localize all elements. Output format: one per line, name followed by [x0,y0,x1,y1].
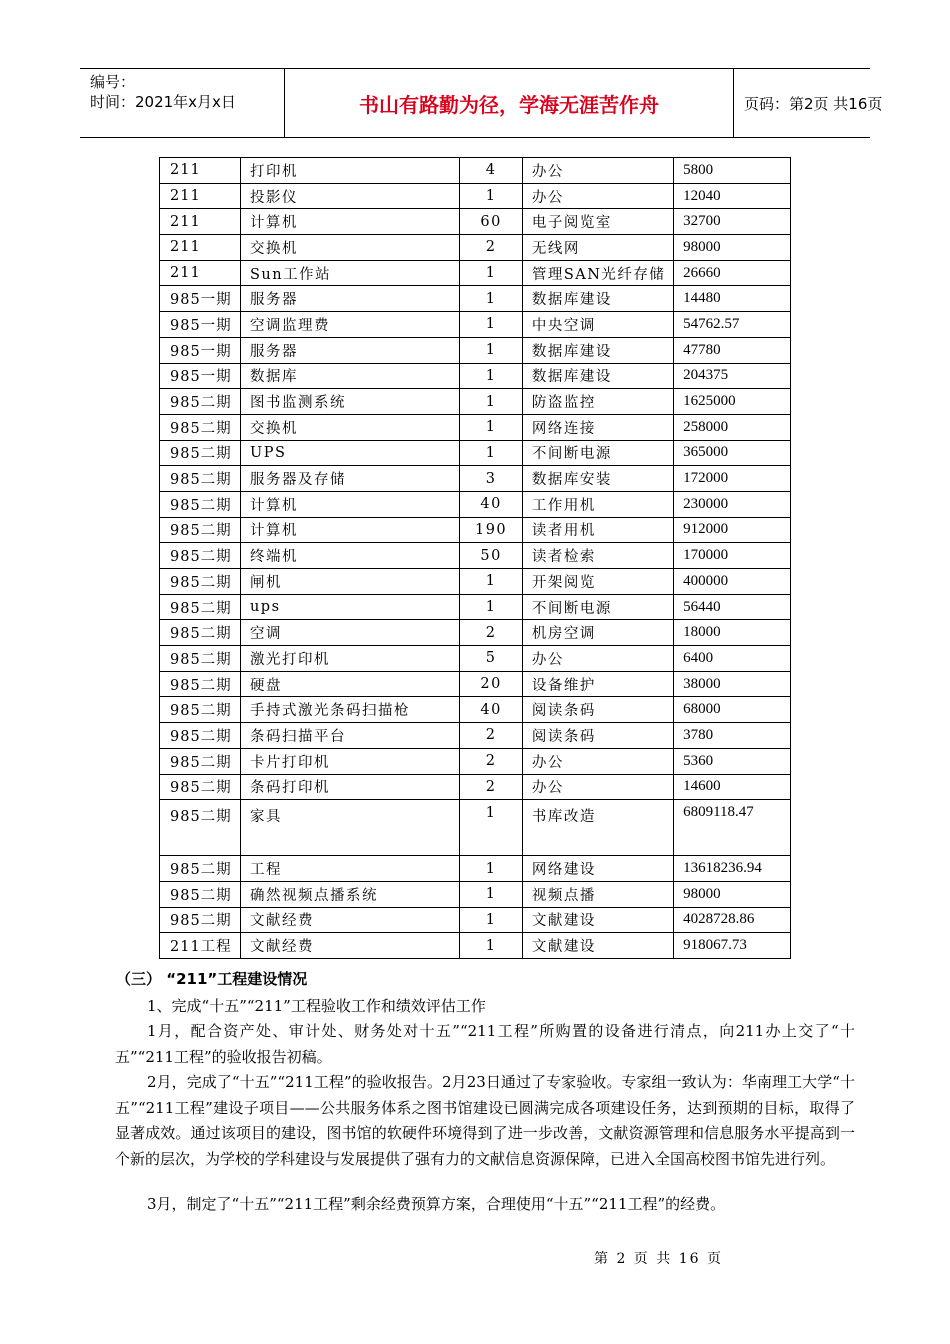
table-row [160,466,791,492]
amount-cell: 98000 [674,235,791,261]
table-row [160,907,791,933]
item-cell: UPS [240,440,459,466]
quantity-cell: 1 [460,933,523,959]
quantity-cell: 1 [460,389,523,415]
quantity-cell: 3 [460,466,523,492]
quantity-cell: 4 [460,158,523,184]
amount-cell: 230000 [674,491,791,517]
quantity-cell: 1 [460,414,523,440]
table-row [160,517,791,543]
header-meta [80,69,284,137]
purpose-cell: 机房空调 [522,620,673,646]
purpose-cell: 文献建设 [522,907,673,933]
item-cell: 家具 [240,800,459,856]
purpose-cell: 文献建设 [522,933,673,959]
quantity-cell: 40 [460,491,523,517]
amount-cell: 68000 [674,697,791,723]
paragraph-4: 3月，制定了“十五”“211工程”剩余经费预算方案，合理使用“十五”“211工程”的经费。 [147,1195,726,1213]
table-row [160,260,791,286]
quantity-cell: 1 [460,594,523,620]
purpose-cell: 办公 [522,183,673,209]
section-title: （三） “211”工程建设情况 [116,970,308,988]
amount-cell: 4028728.86 [674,907,791,933]
project-cell: 985一期 [160,312,241,338]
quantity-cell: 1 [460,337,523,363]
table-row [160,697,791,723]
quantity-cell: 5 [460,646,523,672]
project-cell: 985二期 [160,466,241,492]
amount-cell: 172000 [674,466,791,492]
table-row [160,881,791,907]
purpose-cell: 办公 [522,646,673,672]
project-cell: 985二期 [160,907,241,933]
amount-cell: 13618236.94 [674,856,791,882]
equipment-table [159,157,791,959]
project-cell: 985一期 [160,337,241,363]
item-cell: 计算机 [240,209,459,235]
header-number-label: 编号： [90,73,136,91]
project-cell: 985二期 [160,543,241,569]
project-cell: 985一期 [160,286,241,312]
amount-cell: 170000 [674,543,791,569]
project-cell: 985一期 [160,363,241,389]
quantity-cell: 2 [460,723,523,749]
table-row [160,543,791,569]
paragraph-2: 1月，配合资产处、审计处、财务处对十五”“211工程”所购置的设备进行清点，向211办上交了“十五”“211工程”的验收报告初稿。 [115,1022,855,1066]
amount-cell: 6400 [674,646,791,672]
table-row [160,723,791,749]
project-cell: 985二期 [160,646,241,672]
project-cell: 211 [160,260,241,286]
project-cell: 985二期 [160,389,241,415]
purpose-cell: 无线网 [522,235,673,261]
amount-cell: 14600 [674,774,791,800]
item-cell: 卡片打印机 [240,748,459,774]
quantity-cell: 60 [460,209,523,235]
purpose-cell: 网络连接 [522,414,673,440]
project-cell: 211工程 [160,933,241,959]
quantity-cell: 1 [460,440,523,466]
item-cell: 计算机 [240,517,459,543]
item-cell: 服务器 [240,286,459,312]
amount-cell: 12040 [674,183,791,209]
purpose-cell: 数据库建设 [522,337,673,363]
paragraph-3: 2月，完成了“十五”“211工程”的验收报告。2月23日通过了专家验收。专家组一致认为：华南理工大学“十五”“211工程”建设子项目——公共服务体系之图书馆建设已圆满完成各项建设任务，达到预期的目标，取得了显著成效。通过该项目的建设，图书馆的软硬件环境得到了进一步改善，文献资源管理和信息服务水平提高到一个新的层次，为学校的学科建设与发展提供了强有力的文献信息资源保障，已进入全国高校图书馆先进行列。 [115,1073,855,1168]
purpose-cell: 书库改造 [522,800,673,856]
amount-cell: 6809118.47 [674,800,791,856]
purpose-cell: 办公 [522,748,673,774]
purpose-cell: 数据库建设 [522,286,673,312]
item-cell: 数据库 [240,363,459,389]
item-cell: 交换机 [240,414,459,440]
purpose-cell: 不间断电源 [522,440,673,466]
project-cell: 211 [160,235,241,261]
purpose-cell: 数据库建设 [522,363,673,389]
amount-cell: 32700 [674,209,791,235]
project-cell: 985二期 [160,569,241,595]
table-row [160,569,791,595]
item-cell: 文献经费 [240,907,459,933]
item-cell: 条码扫描平台 [240,723,459,749]
project-cell: 985二期 [160,620,241,646]
table-row [160,646,791,672]
amount-cell: 56440 [674,594,791,620]
table-row [160,337,791,363]
table-row [160,671,791,697]
project-cell: 985二期 [160,881,241,907]
table-row [160,491,791,517]
project-cell: 985二期 [160,856,241,882]
purpose-cell: 办公 [522,158,673,184]
table-row [160,800,791,856]
amount-cell: 47780 [674,337,791,363]
amount-cell: 912000 [674,517,791,543]
quantity-cell: 40 [460,697,523,723]
purpose-cell: 视频点播 [522,881,673,907]
table-row [160,620,791,646]
purpose-cell: 防盗监控 [522,389,673,415]
item-cell: 工程 [240,856,459,882]
project-cell: 985二期 [160,440,241,466]
item-cell: 空调监理费 [240,312,459,338]
project-cell: 985二期 [160,697,241,723]
item-cell: 服务器及存储 [240,466,459,492]
item-cell: 激光打印机 [240,646,459,672]
purpose-cell: 数据库安装 [522,466,673,492]
table-row [160,286,791,312]
item-cell: 投影仪 [240,183,459,209]
header-motto: 书山有路勤为径，学海无涯苦作舟 [284,69,734,137]
amount-cell: 400000 [674,569,791,595]
purpose-cell: 工作用机 [522,491,673,517]
item-cell: ups [240,594,459,620]
table-row [160,414,791,440]
amount-cell: 3780 [674,723,791,749]
amount-cell: 14480 [674,286,791,312]
project-cell: 985二期 [160,491,241,517]
quantity-cell: 1 [460,800,523,856]
project-cell: 211 [160,183,241,209]
quantity-cell: 2 [460,235,523,261]
project-cell: 985二期 [160,594,241,620]
purpose-cell: 电子阅览室 [522,209,673,235]
purpose-cell: 阅读条码 [522,723,673,749]
page-footer: 第 2 页 共 16 页 [594,1251,723,1267]
quantity-cell: 1 [460,183,523,209]
table-row [160,235,791,261]
purpose-cell: 读者检索 [522,543,673,569]
item-cell: 闸机 [240,569,459,595]
paragraph-1: 1、完成“十五”“211”工程验收工作和绩效评估工作 [147,997,486,1015]
quantity-cell: 1 [460,312,523,338]
item-cell: 服务器 [240,337,459,363]
purpose-cell: 网络建设 [522,856,673,882]
project-cell: 985二期 [160,774,241,800]
item-cell: 终端机 [240,543,459,569]
purpose-cell: 中央空调 [522,312,673,338]
project-cell: 985二期 [160,748,241,774]
amount-cell: 18000 [674,620,791,646]
item-cell: 文献经费 [240,933,459,959]
quantity-cell: 1 [460,260,523,286]
quantity-cell: 1 [460,856,523,882]
quantity-cell: 20 [460,671,523,697]
purpose-cell: 管理SAN光纤存储 [522,260,673,286]
table-row [160,933,791,959]
quantity-cell: 2 [460,620,523,646]
quantity-cell: 1 [460,286,523,312]
amount-cell: 204375 [674,363,791,389]
quantity-cell: 1 [460,569,523,595]
item-cell: Sun工作站 [240,260,459,286]
table-row [160,856,791,882]
quantity-cell: 1 [460,363,523,389]
equipment-table-body [160,158,791,959]
amount-cell: 365000 [674,440,791,466]
project-cell: 985二期 [160,517,241,543]
project-cell: 211 [160,209,241,235]
header-page-code: 页码：第2页 共16页 [744,94,883,113]
amount-cell: 258000 [674,414,791,440]
purpose-cell: 阅读条码 [522,697,673,723]
table-row [160,209,791,235]
amount-cell: 918067.73 [674,933,791,959]
amount-cell: 5360 [674,748,791,774]
amount-cell: 54762.57 [674,312,791,338]
project-cell: 985二期 [160,414,241,440]
table-row [160,363,791,389]
amount-cell: 38000 [674,671,791,697]
item-cell: 条码打印机 [240,774,459,800]
project-cell: 211 [160,158,241,184]
item-cell: 打印机 [240,158,459,184]
purpose-cell: 读者用机 [522,517,673,543]
purpose-cell: 办公 [522,774,673,800]
quantity-cell: 1 [460,907,523,933]
quantity-cell: 2 [460,748,523,774]
table-row [160,748,791,774]
purpose-cell: 设备维护 [522,671,673,697]
item-cell: 计算机 [240,491,459,517]
item-cell: 图书监测系统 [240,389,459,415]
project-cell: 985二期 [160,800,241,856]
project-cell: 985二期 [160,723,241,749]
table-row [160,183,791,209]
item-cell: 手持式激光条码扫描枪 [240,697,459,723]
purpose-cell: 开架阅览 [522,569,673,595]
quantity-cell: 2 [460,774,523,800]
amount-cell: 26660 [674,260,791,286]
table-row [160,389,791,415]
amount-cell: 98000 [674,881,791,907]
item-cell: 交换机 [240,235,459,261]
quantity-cell: 50 [460,543,523,569]
item-cell: 确然视频点播系统 [240,881,459,907]
purpose-cell: 不间断电源 [522,594,673,620]
item-cell: 硬盘 [240,671,459,697]
table-row [160,158,791,184]
table-row [160,440,791,466]
quantity-cell: 1 [460,881,523,907]
table-row [160,594,791,620]
table-row [160,312,791,338]
quantity-cell: 190 [460,517,523,543]
project-cell: 985二期 [160,671,241,697]
page-header [80,68,883,138]
item-cell: 空调 [240,620,459,646]
amount-cell: 5800 [674,158,791,184]
amount-cell: 1625000 [674,389,791,415]
table-row [160,774,791,800]
header-time-label: 时间：2021年x月x日 [90,93,236,111]
